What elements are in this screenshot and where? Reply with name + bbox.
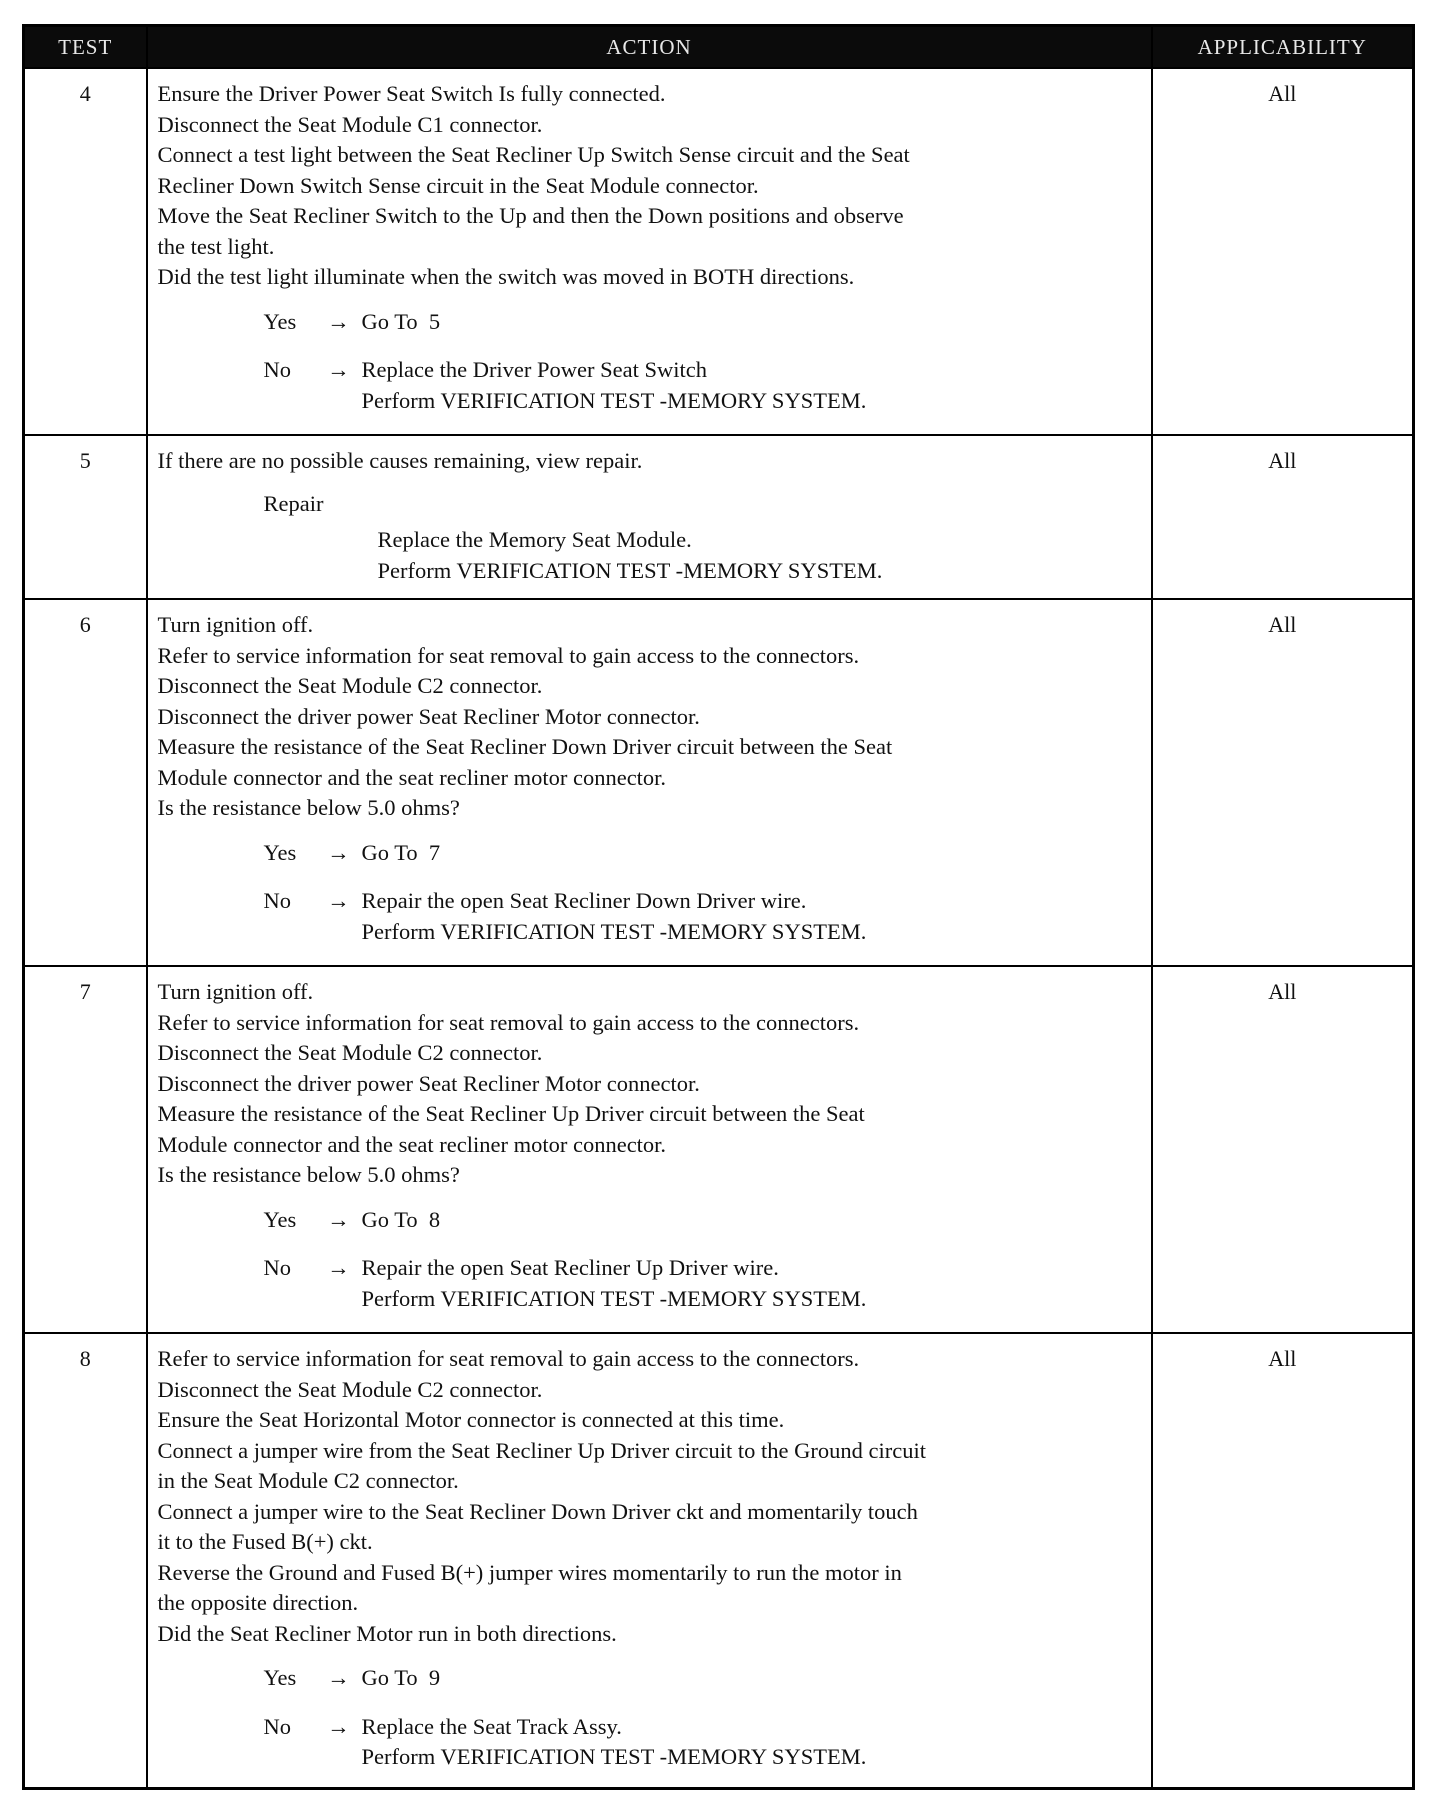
no-result-line: Perform VERIFICATION TEST -MEMORY SYSTEM. [361,387,867,413]
result-branches [158,1663,1143,1773]
action-step: Module connector and the seat recliner motor connector. [157,1131,667,1157]
test-number: 7 [24,966,147,1333]
action-step: Disconnect the driver power Seat Recliner Motor connector. [157,703,700,729]
yes-result: Go To 7 [361,839,441,865]
no-result-line: Perform VERIFICATION TEST -MEMORY SYSTEM. [361,918,867,944]
result-branches [158,1205,1143,1315]
no-label: No [263,1713,291,1739]
result-branches [158,838,1143,948]
action-step: Disconnect the Seat Module C1 connector. [157,111,543,137]
yes-label: Yes [263,1206,297,1232]
arrow-right-icon: → [327,357,350,382]
action-step: Disconnect the Seat Module C2 connector. [157,1376,543,1402]
arrow-right-icon: → [327,888,350,913]
applicability-value: All [1152,435,1414,599]
action-step: Module connector and the seat recliner motor connector. [157,764,667,790]
action-step: Disconnect the driver power Seat Recliner Motor connector. [157,1070,700,1096]
table-row-test-8 [24,1333,1414,1788]
diagnostic-table [22,24,1415,1790]
action-step: Turn ignition off. [157,979,314,1004]
no-branch [264,355,1143,416]
action-step: the opposite direction. [157,1590,359,1615]
repair-label: Repair [263,490,324,516]
no-result-line: Repair the open Seat Recliner Down Driver wire. [361,888,807,913]
yes-branch [264,1205,1143,1236]
action-step: Refer to service information for seat removal to gain access to the connectors. [157,1009,860,1035]
yes-label: Yes [263,308,297,334]
action-step: Is the resistance below 5.0 ohms? [157,795,460,820]
applicability-value: All [1152,68,1414,435]
yes-label: Yes [263,839,297,865]
test-number: 6 [24,599,147,966]
repair-step: Perform VERIFICATION TEST -MEMORY SYSTEM. [377,557,883,583]
action-step: Did the Seat Recliner Motor run in both directions. [157,1620,617,1646]
no-branch [264,886,1143,947]
table-row-test-6 [24,599,1414,966]
action-step: Is the resistance below 5.0 ohms? [157,1162,460,1187]
yes-result: Go To 8 [361,1206,441,1232]
action-step: Connect a jumper wire to the Seat Recliner Down Driver ckt and momentarily touch [157,1498,918,1524]
applicability-value: All [1152,1333,1414,1788]
action-step: Recliner Down Switch Sense circuit in the Seat Module connector. [157,172,759,198]
no-branch [264,1712,1143,1773]
action-cell [147,68,1152,435]
test-number: 4 [24,68,147,435]
arrow-right-icon: → [327,1206,350,1232]
no-result-line: Replace the Seat Track Assy. [361,1713,622,1739]
result-branches [158,307,1143,417]
arrow-right-icon: → [327,839,350,865]
yes-branch [264,307,1143,338]
yes-branch [264,838,1143,869]
table-row-test-7 [24,966,1414,1333]
no-result [362,886,1143,947]
action-step: Connect a test light between the Seat Recliner Up Switch Sense circuit and the Seat [157,142,910,167]
action-step: Refer to service information for seat removal to gain access to the connectors. [157,642,860,668]
yes-result: Go To 9 [361,1665,441,1690]
action-step: Ensure the Driver Power Seat Switch Is fully connected. [157,81,666,106]
header-action: ACTION [147,26,1152,69]
table-header-row [24,26,1414,69]
no-result-line: Perform VERIFICATION TEST -MEMORY SYSTEM. [361,1744,867,1769]
table-row-test-5 [24,435,1414,599]
no-result [362,355,1143,416]
applicability-value: All [1152,599,1414,966]
arrow-right-icon: → [327,1255,350,1280]
action-step: Turn ignition off. [157,612,314,637]
header-applicability: APPLICABILITY [1152,26,1414,69]
action-step: Connect a jumper wire from the Seat Recliner Up Driver circuit to the Ground circuit [157,1437,926,1463]
action-step: Did the test light illuminate when the switch was moved in BOTH directions. [157,264,855,289]
action-step: Disconnect the Seat Module C2 connector. [157,1040,543,1065]
yes-result: Go To 5 [361,308,441,334]
action-step: Refer to service information for seat removal to gain access to the connectors. [157,1346,860,1371]
action-step: the test light. [157,233,275,259]
action-step: Measure the resistance of the Seat Recliner Down Driver circuit between the Seat [157,734,893,759]
action-step: Reverse the Ground and Fused B(+) jumper wires momentarily to run the motor in [157,1559,902,1585]
repair-step: Replace the Memory Seat Module. [377,527,692,552]
no-label: No [263,888,291,913]
no-label: No [263,1255,291,1280]
action-step: Measure the resistance of the Seat Recliner Up Driver circuit between the Seat [157,1101,865,1126]
action-step: Ensure the Seat Horizontal Motor connector is connected at this time. [157,1407,785,1432]
test-number: 5 [24,435,147,599]
action-cell [147,966,1152,1333]
action-cell [147,599,1152,966]
action-step: in the Seat Module C2 connector. [157,1468,459,1493]
no-result [362,1253,1143,1314]
repair-block [158,489,1143,587]
no-label: No [263,357,291,382]
no-result-line: Perform VERIFICATION TEST -MEMORY SYSTEM. [361,1285,867,1311]
action-step: Move the Seat Recliner Switch to the Up and then the Down positions and observe [157,203,904,228]
action-step: it to the Fused B(+) ckt. [157,1529,373,1554]
test-number: 8 [24,1333,147,1788]
diagnostic-page [22,24,1412,1784]
no-result [362,1712,1143,1773]
action-step: Disconnect the Seat Module C2 connector. [157,673,543,698]
repair-steps [378,525,1143,586]
applicability-value: All [1152,966,1414,1333]
yes-label: Yes [263,1665,297,1690]
header-test: TEST [24,26,147,69]
action-step: If there are no possible causes remaining, view repair. [157,448,643,473]
no-result-line: Repair the open Seat Recliner Up Driver wire. [361,1255,779,1280]
yes-branch [264,1663,1143,1694]
action-cell [147,1333,1152,1788]
action-cell [147,435,1152,599]
no-branch [264,1253,1143,1314]
arrow-right-icon: → [327,308,350,334]
no-result-line: Replace the Driver Power Seat Switch [361,357,708,382]
arrow-right-icon: → [327,1665,350,1690]
table-row-test-4 [24,68,1414,435]
arrow-right-icon: → [327,1713,350,1739]
